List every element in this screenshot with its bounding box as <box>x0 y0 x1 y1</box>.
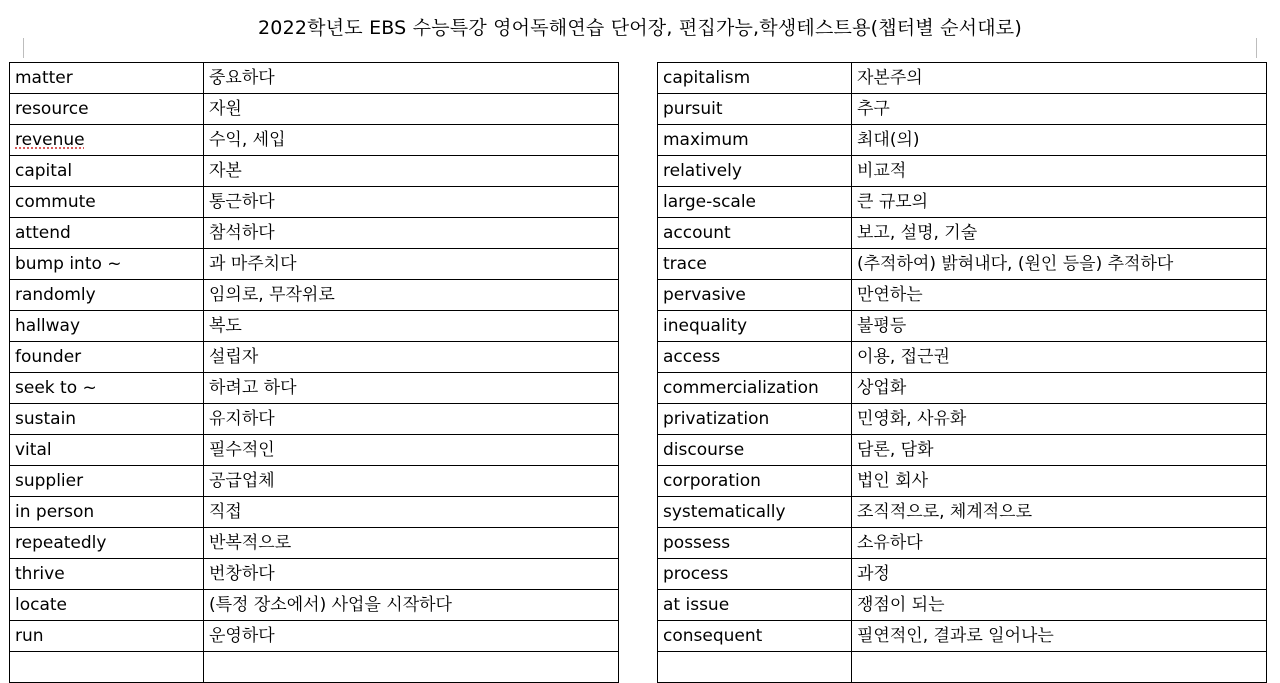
meaning-cell[interactable] <box>852 652 1267 683</box>
meaning-text: 쟁점이 되는 <box>857 595 945 615</box>
word-cell[interactable] <box>10 559 204 590</box>
word-text: in person <box>15 502 95 522</box>
meaning-cell[interactable] <box>204 94 619 125</box>
word-cell[interactable] <box>10 497 204 528</box>
word-text: seek to ~ <box>15 378 97 398</box>
meaning-cell[interactable] <box>204 63 619 94</box>
meaning-cell[interactable] <box>204 435 619 466</box>
word-text: resource <box>15 99 89 119</box>
meaning-text: 법인 회사 <box>857 471 929 491</box>
meaning-cell[interactable] <box>204 559 619 590</box>
meaning-text: (추적하여) 밝혀내다, (원인 등을) 추적하다 <box>857 254 1174 274</box>
word-cell[interactable] <box>658 125 852 156</box>
meaning-cell[interactable] <box>204 249 619 280</box>
meaning-cell[interactable] <box>204 652 619 683</box>
word-cell[interactable] <box>10 590 204 621</box>
word-text: discourse <box>663 440 745 460</box>
meaning-text: 추구 <box>857 99 890 119</box>
word-text: pervasive <box>663 285 746 305</box>
table-row <box>658 497 1267 528</box>
word-cell[interactable] <box>10 280 204 311</box>
table-row <box>658 311 1267 342</box>
table-row <box>10 404 619 435</box>
word-cell[interactable] <box>658 218 852 249</box>
meaning-text: 과 마주치다 <box>209 254 297 274</box>
meaning-text: 민영화, 사유화 <box>857 409 967 429</box>
meaning-cell[interactable] <box>852 94 1267 125</box>
word-text: pursuit <box>663 99 723 119</box>
word-text: randomly <box>15 285 96 305</box>
word-cell[interactable] <box>658 94 852 125</box>
meaning-cell[interactable] <box>852 497 1267 528</box>
table-row <box>658 435 1267 466</box>
table-row <box>658 466 1267 497</box>
word-cell[interactable] <box>10 125 204 156</box>
word-cell[interactable] <box>658 621 852 652</box>
word-text: matter <box>15 68 73 88</box>
document-title: 2022학년도 EBS 수능특강 영어독해연습 단어장, 편집가능,학생테스트용(챕터별 순서대로) <box>258 17 1022 39</box>
word-text: bump into ~ <box>15 254 122 274</box>
meaning-cell[interactable] <box>852 187 1267 218</box>
meaning-text: 반복적으로 <box>209 533 292 553</box>
word-cell[interactable] <box>10 652 204 683</box>
meaning-text: 소유하다 <box>857 533 923 553</box>
word-cell[interactable] <box>658 652 852 683</box>
word-text: commercialization <box>663 378 819 398</box>
word-cell[interactable] <box>658 311 852 342</box>
table-row <box>10 125 619 156</box>
word-text: privatization <box>663 409 770 429</box>
word-text: large-scale <box>663 192 757 212</box>
table-row <box>10 621 619 652</box>
meaning-text: 불평등 <box>857 316 907 336</box>
word-text: repeatedly <box>15 533 107 553</box>
word-cell[interactable] <box>10 373 204 404</box>
word-text: attend <box>15 223 71 243</box>
meaning-text: 통근하다 <box>209 192 275 212</box>
table-row <box>658 94 1267 125</box>
word-cell[interactable] <box>658 373 852 404</box>
word-cell[interactable] <box>658 404 852 435</box>
word-text: founder <box>15 347 82 367</box>
meaning-cell[interactable] <box>204 187 619 218</box>
word-text: sustain <box>15 409 77 429</box>
meaning-text: 과정 <box>857 564 890 584</box>
meaning-cell[interactable] <box>852 63 1267 94</box>
meaning-cell[interactable] <box>204 311 619 342</box>
table-row <box>10 63 619 94</box>
word-text: supplier <box>15 471 84 491</box>
word-cell[interactable] <box>658 528 852 559</box>
word-text: at issue <box>663 595 730 615</box>
table-row <box>10 528 619 559</box>
word-text: systematically <box>663 502 786 522</box>
meaning-text: 공급업체 <box>209 471 275 491</box>
meaning-text: 자본주의 <box>857 68 923 88</box>
word-cell[interactable] <box>10 621 204 652</box>
word-cell[interactable] <box>10 63 204 94</box>
word-text: locate <box>15 595 68 615</box>
table-row <box>10 435 619 466</box>
meaning-cell[interactable] <box>204 156 619 187</box>
table-row <box>10 559 619 590</box>
meaning-text: 복도 <box>209 316 242 336</box>
meaning-cell[interactable] <box>204 280 619 311</box>
meaning-text: 자본 <box>209 161 242 181</box>
word-text: run <box>15 626 44 646</box>
table-row <box>658 249 1267 280</box>
table-row <box>10 652 619 683</box>
vocab-table-right-body <box>658 63 1267 683</box>
table-row <box>10 466 619 497</box>
meaning-cell[interactable] <box>852 590 1267 621</box>
table-row <box>658 280 1267 311</box>
word-text: trace <box>663 254 707 274</box>
meaning-text: (특정 장소에서) 사업을 시작하다 <box>209 595 452 615</box>
table-row <box>658 156 1267 187</box>
meaning-text: 설립자 <box>209 347 259 367</box>
word-cell[interactable] <box>10 94 204 125</box>
meaning-text: 하려고 하다 <box>209 378 297 398</box>
meaning-text: 담론, 담화 <box>857 440 934 460</box>
meaning-text: 상업화 <box>857 378 907 398</box>
word-text: maximum <box>663 130 749 150</box>
word-cell[interactable] <box>10 218 204 249</box>
vocab-table-left <box>9 62 619 683</box>
meaning-cell[interactable] <box>852 249 1267 280</box>
meaning-cell[interactable] <box>204 342 619 373</box>
meaning-text: 조직적으로, 체계적으로 <box>857 502 1033 522</box>
meaning-text: 최대(의) <box>857 130 920 150</box>
meaning-cell[interactable] <box>852 621 1267 652</box>
word-cell[interactable] <box>658 590 852 621</box>
table-row <box>658 404 1267 435</box>
meaning-cell[interactable] <box>204 218 619 249</box>
word-cell[interactable] <box>658 187 852 218</box>
table-row <box>658 63 1267 94</box>
word-text: capitalism <box>663 68 751 88</box>
word-text: thrive <box>15 564 65 584</box>
table-row <box>10 311 619 342</box>
meaning-cell[interactable] <box>204 528 619 559</box>
table-row <box>658 590 1267 621</box>
meaning-text: 참석하다 <box>209 223 275 243</box>
meaning-text: 중요하다 <box>209 68 275 88</box>
word-cell[interactable] <box>658 280 852 311</box>
word-text: corporation <box>663 471 761 491</box>
word-text: relatively <box>663 161 742 181</box>
word-cell[interactable] <box>10 466 204 497</box>
table-row <box>658 652 1267 683</box>
meaning-cell[interactable] <box>204 466 619 497</box>
meaning-cell[interactable] <box>204 404 619 435</box>
word-cell[interactable] <box>658 435 852 466</box>
word-text: consequent <box>663 626 763 646</box>
table-row <box>10 218 619 249</box>
word-text: commute <box>15 192 96 212</box>
meaning-cell[interactable] <box>852 373 1267 404</box>
table-row <box>658 559 1267 590</box>
meaning-cell[interactable] <box>852 528 1267 559</box>
table-row <box>10 94 619 125</box>
word-text: revenue <box>15 130 85 150</box>
word-text: possess <box>663 533 731 553</box>
table-row <box>10 187 619 218</box>
table-row <box>658 218 1267 249</box>
word-cell[interactable] <box>10 187 204 218</box>
word-cell[interactable] <box>658 63 852 94</box>
meaning-cell[interactable] <box>852 311 1267 342</box>
meaning-cell[interactable] <box>852 125 1267 156</box>
word-text: account <box>663 223 731 243</box>
word-text: access <box>663 347 721 367</box>
crop-mark-right <box>1256 38 1271 58</box>
meaning-text: 운영하다 <box>209 626 275 646</box>
word-cell[interactable] <box>658 466 852 497</box>
table-row <box>10 342 619 373</box>
meaning-text: 보고, 설명, 기술 <box>857 223 978 243</box>
table-row <box>658 187 1267 218</box>
meaning-text: 비교적 <box>857 161 907 181</box>
table-row <box>658 528 1267 559</box>
word-cell[interactable] <box>658 497 852 528</box>
word-cell[interactable] <box>658 249 852 280</box>
vocab-table-left-body <box>10 63 619 683</box>
meaning-cell[interactable] <box>204 497 619 528</box>
word-cell[interactable] <box>658 342 852 373</box>
meaning-text: 번창하다 <box>209 564 275 584</box>
vocab-table-right <box>657 62 1267 683</box>
word-cell[interactable] <box>10 404 204 435</box>
meaning-text: 자원 <box>209 99 242 119</box>
meaning-cell[interactable] <box>852 559 1267 590</box>
word-cell[interactable] <box>10 156 204 187</box>
word-cell[interactable] <box>10 249 204 280</box>
meaning-text: 직접 <box>209 502 242 522</box>
word-cell[interactable] <box>658 156 852 187</box>
table-row <box>10 590 619 621</box>
table-row <box>658 342 1267 373</box>
meaning-cell[interactable] <box>204 373 619 404</box>
meaning-text: 큰 규모의 <box>857 192 929 212</box>
word-text: hallway <box>15 316 81 336</box>
meaning-text: 필연적인, 결과로 일어나는 <box>857 626 1054 646</box>
word-cell[interactable] <box>10 342 204 373</box>
meaning-cell[interactable] <box>852 218 1267 249</box>
meaning-cell[interactable] <box>852 342 1267 373</box>
table-row <box>10 373 619 404</box>
meaning-text: 만연하는 <box>857 285 923 305</box>
meaning-text: 이용, 접근권 <box>857 347 950 367</box>
crop-mark-left <box>9 38 24 58</box>
word-text: inequality <box>663 316 748 336</box>
table-row <box>10 280 619 311</box>
word-text: process <box>663 564 729 584</box>
meaning-cell[interactable] <box>204 125 619 156</box>
table-row <box>658 373 1267 404</box>
table-row <box>658 621 1267 652</box>
table-row <box>10 249 619 280</box>
table-row <box>658 125 1267 156</box>
word-text: vital <box>15 440 52 460</box>
word-cell[interactable] <box>658 559 852 590</box>
meaning-cell[interactable] <box>852 435 1267 466</box>
word-cell[interactable] <box>10 528 204 559</box>
meaning-cell[interactable] <box>852 156 1267 187</box>
table-row <box>10 497 619 528</box>
meaning-cell[interactable] <box>852 466 1267 497</box>
word-cell[interactable] <box>10 435 204 466</box>
meaning-text: 필수적인 <box>209 440 275 460</box>
meaning-text: 임의로, 무작위로 <box>209 285 335 305</box>
meaning-cell[interactable] <box>852 404 1267 435</box>
meaning-text: 유지하다 <box>209 409 275 429</box>
table-row <box>10 156 619 187</box>
meaning-cell[interactable] <box>204 590 619 621</box>
meaning-cell[interactable] <box>852 280 1267 311</box>
meaning-cell[interactable] <box>204 621 619 652</box>
meaning-text: 수익, 세입 <box>209 130 286 150</box>
word-text: capital <box>15 161 73 181</box>
word-cell[interactable] <box>10 311 204 342</box>
